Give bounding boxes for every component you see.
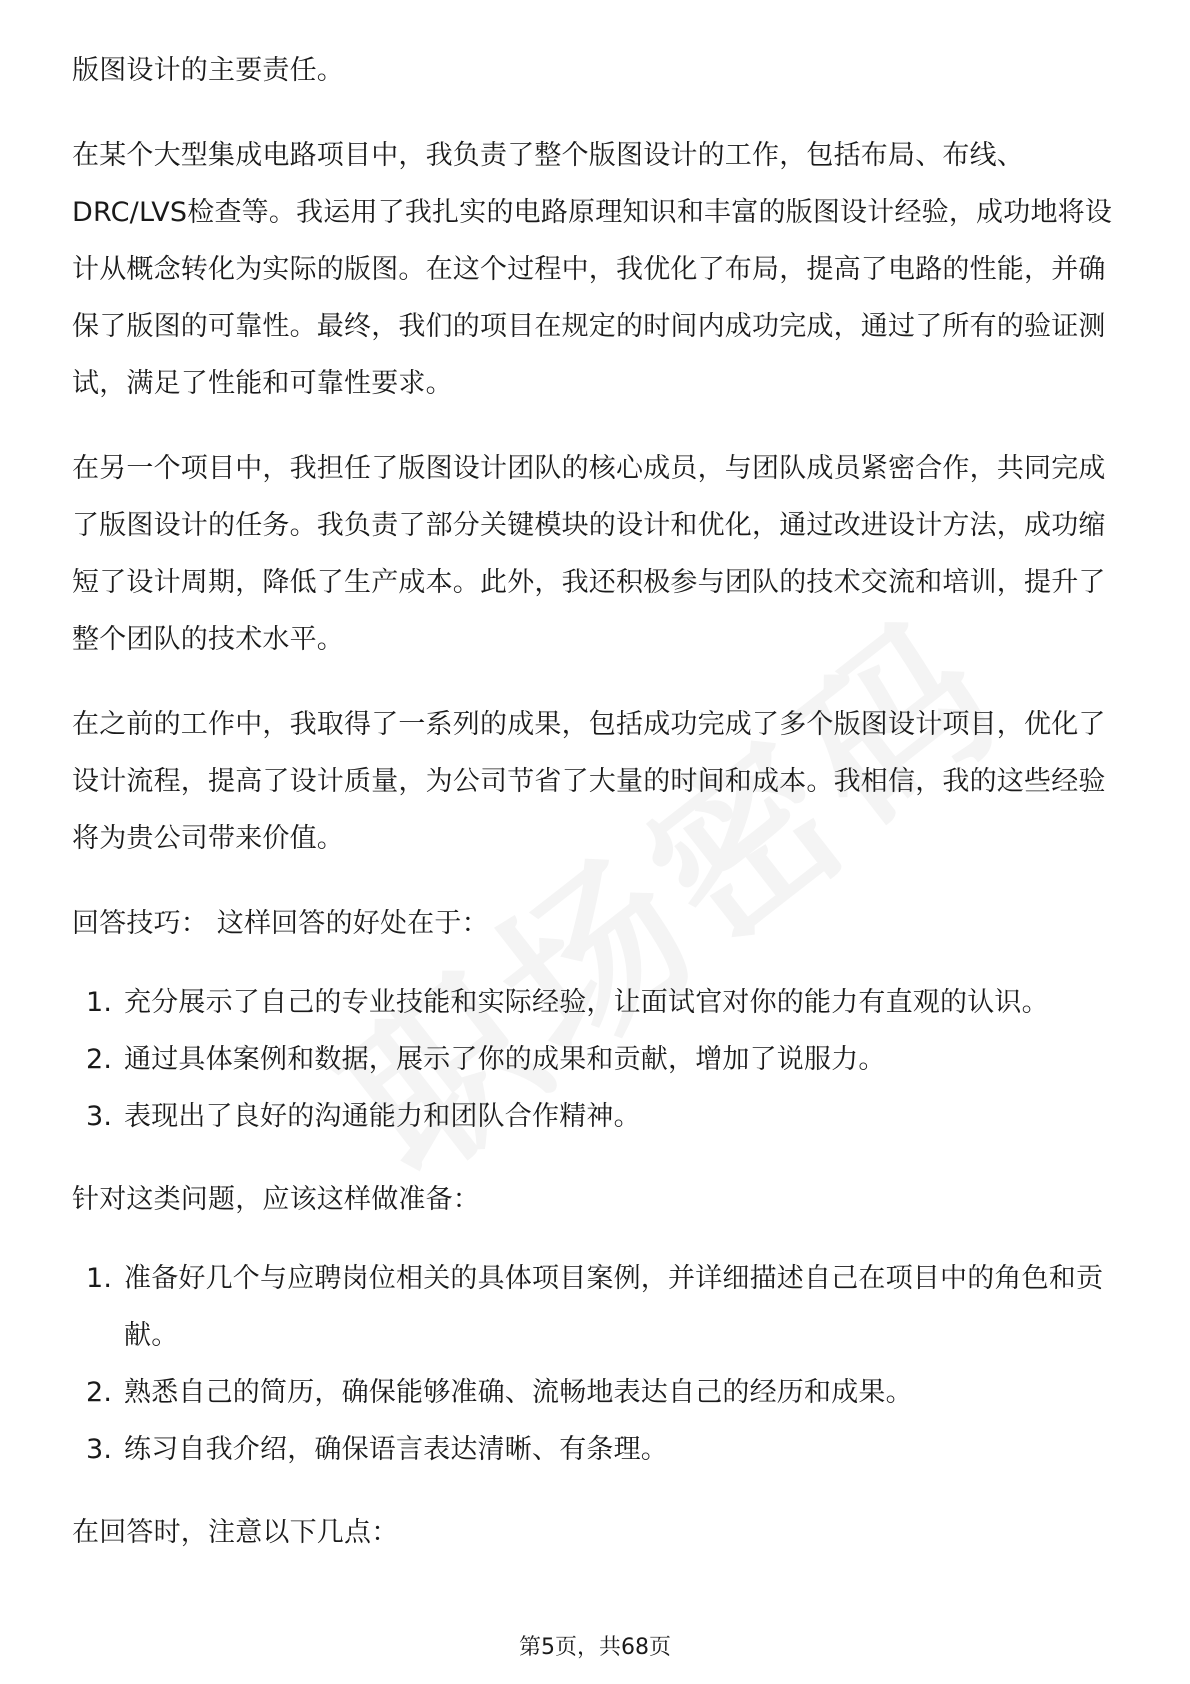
list-number: 2. <box>86 1044 113 1075</box>
list-number: 3. <box>86 1101 113 1132</box>
list-item-text: 熟悉自己的简历，确保能够准确、流畅地表达自己的经历和成果。 <box>124 1377 913 1408</box>
list-number: 1. <box>86 987 113 1018</box>
paragraph-achievements: 在之前的工作中，我取得了一系列的成果，包括成功完成了多个版图设计项目，优化了设计流程，提高了设计质量，为公司节省了大量的时间和成本。我相信，我的这些经验将为贵公司带来价值。 <box>72 709 1106 854</box>
list-item <box>72 974 1132 1031</box>
list-item-text: 准备好几个与应聘岗位相关的具体项目案例，并详细描述自己在项目中的角色和贡献。 <box>124 1263 1104 1351</box>
list-number: 3. <box>86 1434 113 1465</box>
page-number-footer: 第5页，共68页 <box>519 1635 671 1660</box>
list-item <box>72 1088 1132 1145</box>
paragraph-intro-tail: 版图设计的主要责任。 <box>72 55 344 86</box>
list-item-text: 练习自我介绍，确保语言表达清晰、有条理。 <box>124 1434 668 1465</box>
tips-list <box>72 974 1132 1145</box>
list-item <box>72 1031 1132 1088</box>
list-item-text: 充分展示了自己的专业技能和实际经验，让面试官对你的能力有直观的认识。 <box>124 987 1049 1018</box>
list-item <box>72 1421 1132 1478</box>
list-number: 1. <box>86 1263 113 1294</box>
prep-heading: 针对这类问题，应该这样做准备： <box>72 1184 480 1215</box>
paragraph-project-one: 在某个大型集成电路项目中，我负责了整个版图设计的工作，包括布局、布线、DRC/LVS检查等。我运用了我扎实的电路原理知识和丰富的版图设计经验，成功地将设计从概念转化为实际的版图。在这个过程中，我优化了布局，提高了电路的性能，并确保了版图的可靠性。最终，我们的项目在规定的时间内成功完成，通过了所有的验证测试，满足了性能和可靠性要求。 <box>72 140 1113 399</box>
list-item-text: 通过具体案例和数据，展示了你的成果和贡献，增加了说服力。 <box>124 1044 886 1075</box>
tips-heading: 回答技巧： 这样回答的好处在于： <box>72 908 489 939</box>
notes-heading: 在回答时，注意以下几点： <box>72 1517 399 1548</box>
list-item <box>72 1364 1132 1421</box>
list-item-text: 表现出了良好的沟通能力和团队合作精神。 <box>124 1101 641 1132</box>
list-item <box>72 1250 1132 1364</box>
list-number: 2. <box>86 1377 113 1408</box>
document-body <box>72 42 1132 1589</box>
prep-list <box>72 1250 1132 1478</box>
paragraph-project-two: 在另一个项目中，我担任了版图设计团队的核心成员，与团队成员紧密合作，共同完成了版图设计的任务。我负责了部分关键模块的设计和优化，通过改进设计方法，成功缩短了设计周期，降低了生产成本。此外，我还积极参与团队的技术交流和培训，提升了整个团队的技术水平。 <box>72 453 1106 655</box>
